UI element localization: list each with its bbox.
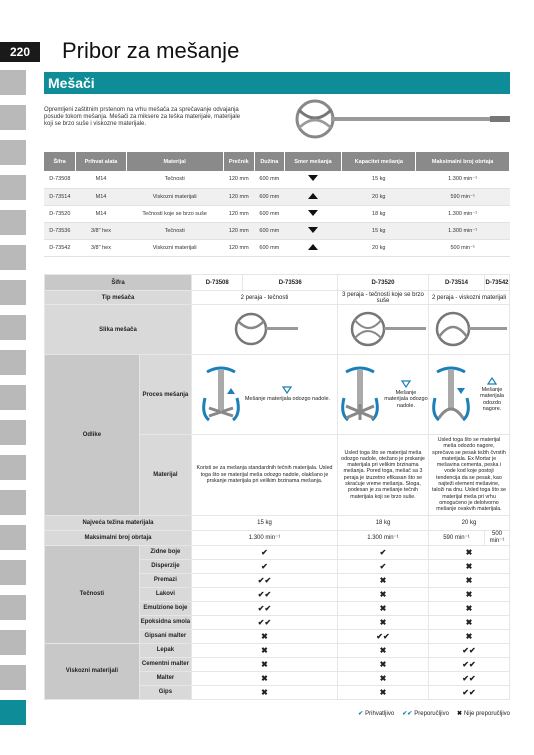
cross-icon: ✖ bbox=[337, 601, 428, 615]
legend-rec: ✔✔ Preporučljivo bbox=[402, 710, 449, 717]
process-cell-2 bbox=[337, 355, 428, 435]
spec-cell-material: Tečnosti bbox=[126, 171, 223, 188]
label-material: Materijal bbox=[139, 435, 191, 516]
cross-icon: ✖ bbox=[428, 587, 509, 601]
cross-icon: ✖ bbox=[192, 657, 338, 671]
side-tab[interactable] bbox=[0, 280, 26, 305]
group-liquids: Tečnosti bbox=[45, 545, 140, 643]
spec-cell-length: 600 mm bbox=[254, 205, 284, 222]
spec-cell-length: 600 mm bbox=[254, 239, 284, 256]
cross-icon: ✖ bbox=[337, 685, 428, 699]
code-d73536: D-73536 bbox=[243, 275, 338, 291]
legend-ok: ✔ Prihvatljivo bbox=[358, 710, 395, 717]
process-cell-1 bbox=[192, 355, 338, 435]
double-check-icon: ✔✔ bbox=[428, 643, 509, 657]
check-icon: ✔ bbox=[337, 559, 428, 573]
double-check-icon: ✔✔ bbox=[428, 685, 509, 699]
legend-no: ✖ Nije preporučljivo bbox=[456, 710, 510, 717]
blade-type-3: 2 peraja - viskozni materijali bbox=[428, 291, 509, 305]
side-tab[interactable] bbox=[0, 210, 26, 235]
max-weight-1: 15 kg bbox=[192, 515, 338, 530]
code-d73520: D-73520 bbox=[337, 275, 428, 291]
label-max-speed: Maksimalni broj obrtaja bbox=[45, 530, 192, 545]
cross-icon: ✖ bbox=[337, 657, 428, 671]
arrow-up-icon bbox=[487, 377, 497, 385]
side-tab[interactable] bbox=[0, 315, 26, 340]
double-check-icon: ✔✔ bbox=[402, 711, 413, 717]
process-text-3: Mešanje materijala odozdo nagore. bbox=[480, 386, 504, 412]
material-name: Zidne boje bbox=[139, 545, 191, 559]
spec-cell-material: Tečnosti koje se brzo suše bbox=[126, 205, 223, 222]
triangle-down-icon bbox=[284, 205, 342, 222]
spec-header: Maksimalni broj obrtaja bbox=[416, 152, 510, 171]
table-row bbox=[44, 239, 510, 256]
label-image: Slika mešača bbox=[45, 305, 192, 355]
spec-cell-capacity: 15 kg bbox=[342, 222, 416, 239]
material-name: Lakovi bbox=[139, 587, 191, 601]
triangle-up-icon bbox=[284, 239, 342, 256]
max-speed-2: 1.300 min⁻¹ bbox=[337, 530, 428, 545]
spec-cell-diameter: 120 mm bbox=[223, 188, 254, 205]
spec-cell-material: Viskozni materijali bbox=[126, 239, 223, 256]
material-name: Lepak bbox=[139, 643, 191, 657]
spec-cell-capacity: 18 kg bbox=[342, 205, 416, 222]
page-number: 220 bbox=[0, 42, 40, 62]
spec-header: Smer mešanja bbox=[284, 152, 342, 171]
material-text-3: Usled toga što se materijal meša odozdo nagore, sprečava se pesak težih čvrstih materijala. Ex Mortar je mešavina cementa, peska i vode kod koje postoji tendencija da se pesak, kao najteži element mešavine, taloži na dnu. Usled toga što se materijal meša pri vrhu omogućeno je delotvorno mešanje ovakvih materijala. bbox=[428, 435, 509, 516]
side-tab[interactable] bbox=[0, 245, 26, 270]
spec-cell-code: D-73508 bbox=[44, 171, 76, 188]
double-check-icon: ✔✔ bbox=[192, 601, 338, 615]
cross-icon: ✖ bbox=[192, 629, 338, 643]
side-tab[interactable] bbox=[0, 420, 26, 445]
spec-cell-shank: M14 bbox=[76, 171, 127, 188]
max-speed-1: 1.300 min⁻¹ bbox=[192, 530, 338, 545]
spec-cell-code: D-73514 bbox=[44, 188, 76, 205]
triangle-up-icon bbox=[284, 188, 342, 205]
spec-cell-length: 600 mm bbox=[254, 188, 284, 205]
label-blade-type: Tip mešača bbox=[45, 291, 192, 305]
mixing-down-diagram-icon bbox=[199, 364, 243, 426]
label-code: Šifra bbox=[45, 275, 192, 291]
spec-cell-speed: 1.300 min⁻¹ bbox=[416, 222, 510, 239]
double-check-icon: ✔✔ bbox=[192, 587, 338, 601]
table-row bbox=[44, 171, 510, 188]
cross-icon: ✖ bbox=[428, 545, 509, 559]
spec-cell-capacity: 20 kg bbox=[342, 239, 416, 256]
double-check-icon: ✔✔ bbox=[428, 657, 509, 671]
section-title: Mešači bbox=[44, 72, 510, 94]
side-tab[interactable] bbox=[0, 175, 26, 200]
material-name: Disperzije bbox=[139, 559, 191, 573]
material-name: Epoksidna smola bbox=[139, 615, 191, 629]
code-d73508: D-73508 bbox=[192, 275, 243, 291]
mixer-paddle-image bbox=[285, 96, 510, 142]
double-check-icon: ✔✔ bbox=[428, 671, 509, 685]
triangle-down-icon bbox=[284, 222, 342, 239]
check-icon: ✔ bbox=[192, 545, 338, 559]
spec-cell-capacity: 15 kg bbox=[342, 171, 416, 188]
spec-cell-shank: M14 bbox=[76, 188, 127, 205]
spec-cell-length: 600 mm bbox=[254, 222, 284, 239]
material-text-2: Usled toga što se materijal meša odozgo nadole, otežano je prskanje materijala pri velikim brzinama mešanja. Pored toga, mešač sa 3 peraja je izuzetno efikasan što se skraćuje vreme mešanja. Stoga, podesan je za mešanje tečnih materijala koji se brzo suše. bbox=[337, 435, 428, 516]
spec-table bbox=[44, 152, 510, 257]
cross-icon: ✖ bbox=[337, 615, 428, 629]
side-tab[interactable] bbox=[0, 140, 26, 165]
cross-icon: ✖ bbox=[337, 587, 428, 601]
cross-icon: ✖ bbox=[428, 573, 509, 587]
spec-cell-length: 600 mm bbox=[254, 171, 284, 188]
check-icon: ✔ bbox=[337, 545, 428, 559]
check-icon: ✔ bbox=[192, 559, 338, 573]
material-name: Malter bbox=[139, 671, 191, 685]
process-text-1: Mešanje materijala odozgo nadole. bbox=[244, 396, 331, 403]
spec-cell-code: D-73542 bbox=[44, 239, 76, 256]
label-max-weight: Najveća težina materijala bbox=[45, 515, 192, 530]
max-speed-3: 590 min⁻¹ bbox=[428, 530, 484, 545]
spec-cell-shank: M14 bbox=[76, 205, 127, 222]
spec-cell-shank: 3/8" hex bbox=[76, 239, 127, 256]
code-d73542: D-73542 bbox=[485, 275, 510, 291]
spec-cell-capacity: 20 kg bbox=[342, 188, 416, 205]
side-tab[interactable] bbox=[0, 455, 26, 480]
cross-icon: ✖ bbox=[428, 601, 509, 615]
section-description: Opremljeni zaštitnim prstenom na vrhu mešača za sprečavanje odvajanja posude tokom mešanja. Mešači za miksere za teška materijale, materijale koji se brzo suše i viskozne materijale. bbox=[44, 107, 241, 127]
material-name: Emulzione boje bbox=[139, 601, 191, 615]
legend bbox=[358, 710, 510, 717]
max-weight-2: 18 kg bbox=[337, 515, 428, 530]
side-tab[interactable] bbox=[0, 105, 26, 130]
cross-icon: ✖ bbox=[337, 643, 428, 657]
cross-icon: ✖ bbox=[428, 629, 509, 643]
cross-icon: ✖ bbox=[192, 671, 338, 685]
table-row bbox=[44, 188, 510, 205]
table-row bbox=[45, 643, 510, 657]
spec-cell-diameter: 120 mm bbox=[223, 239, 254, 256]
spec-cell-code: D-73536 bbox=[44, 222, 76, 239]
table-row bbox=[44, 222, 510, 239]
paddle-image-1 bbox=[192, 305, 338, 355]
spec-cell-speed: 590 min⁻¹ bbox=[416, 188, 510, 205]
mixing-down-diagram-icon bbox=[338, 364, 382, 426]
side-tab[interactable] bbox=[0, 490, 26, 515]
spec-cell-diameter: 120 mm bbox=[223, 171, 254, 188]
blade-type-1: 2 peraja - tečnosti bbox=[192, 291, 338, 305]
material-text-1: Koristi se za mešanja standardnih tečnih materijala. Usled toga što se materijal meša odozgo nadole, olakšano je prskanje materijala pri velikim brzinama mešanja. bbox=[192, 435, 338, 516]
table-row bbox=[45, 545, 510, 559]
cross-icon: ✖ bbox=[337, 671, 428, 685]
triangle-down-icon bbox=[284, 171, 342, 188]
code-d73514: D-73514 bbox=[428, 275, 484, 291]
side-tab[interactable] bbox=[0, 560, 26, 585]
material-name: Gips bbox=[139, 685, 191, 699]
cross-icon: ✖ bbox=[337, 573, 428, 587]
spec-header: Šifra bbox=[44, 152, 76, 171]
spec-cell-code: D-73520 bbox=[44, 205, 76, 222]
spec-cell-speed: 1.300 min⁻¹ bbox=[416, 205, 510, 222]
spec-cell-speed: 500 min⁻¹ bbox=[416, 239, 510, 256]
spec-header: Kapacitet mešanja bbox=[342, 152, 416, 171]
process-cell-3 bbox=[428, 355, 509, 435]
cross-icon: ✖ bbox=[456, 711, 462, 717]
spec-cell-diameter: 120 mm bbox=[223, 222, 254, 239]
comparison-table bbox=[44, 274, 510, 700]
group-viscous: Viskozni materijali bbox=[45, 643, 140, 699]
spec-header: Dužina bbox=[254, 152, 284, 171]
side-tab[interactable] bbox=[0, 525, 26, 550]
double-check-icon: ✔✔ bbox=[337, 629, 428, 643]
spec-cell-material: Viskozni materijali bbox=[126, 188, 223, 205]
cross-icon: ✖ bbox=[428, 615, 509, 629]
check-icon: ✔ bbox=[358, 711, 364, 717]
page-title: Pribor za mešanje bbox=[62, 38, 240, 63]
spec-cell-speed: 1.300 min⁻¹ bbox=[416, 171, 510, 188]
side-tabs bbox=[0, 0, 30, 755]
side-tab[interactable] bbox=[0, 70, 26, 95]
blade-type-2: 3 peraja - tečnosti koje se brzo suše bbox=[337, 291, 428, 305]
mixing-up-diagram-icon bbox=[429, 364, 473, 426]
spec-header: Materijal bbox=[126, 152, 223, 171]
side-tab[interactable] bbox=[0, 665, 26, 690]
side-tab[interactable] bbox=[0, 700, 26, 725]
spec-cell-material: Tečnosti bbox=[126, 222, 223, 239]
max-weight-3: 20 kg bbox=[428, 515, 509, 530]
paddle-image-3 bbox=[428, 305, 509, 355]
arrow-down-icon bbox=[282, 386, 292, 394]
table-row bbox=[44, 205, 510, 222]
process-text-2: Mešanje materijala odozgo nadole. bbox=[384, 389, 428, 409]
spec-cell-diameter: 120 mm bbox=[223, 205, 254, 222]
double-check-icon: ✔✔ bbox=[192, 615, 338, 629]
side-tab[interactable] bbox=[0, 630, 26, 655]
max-speed-4: 500 min⁻¹ bbox=[485, 530, 510, 545]
material-name: Cementni malter bbox=[139, 657, 191, 671]
material-name: Gipsani malter bbox=[139, 629, 191, 643]
material-name: Premazi bbox=[139, 573, 191, 587]
arrow-down-icon bbox=[401, 380, 411, 388]
cross-icon: ✖ bbox=[428, 559, 509, 573]
cross-icon: ✖ bbox=[192, 685, 338, 699]
double-check-icon: ✔✔ bbox=[192, 573, 338, 587]
side-tab[interactable] bbox=[0, 595, 26, 620]
paddle-image-2 bbox=[337, 305, 428, 355]
label-odlike: Odlike bbox=[45, 355, 140, 516]
label-process: Proces mešanja bbox=[139, 355, 191, 435]
side-tab[interactable] bbox=[0, 350, 26, 375]
cross-icon: ✖ bbox=[192, 643, 338, 657]
spec-header: Prihvat alata bbox=[76, 152, 127, 171]
spec-cell-shank: 3/8" hex bbox=[76, 222, 127, 239]
side-tab[interactable] bbox=[0, 385, 26, 410]
spec-header: Prečnik bbox=[223, 152, 254, 171]
